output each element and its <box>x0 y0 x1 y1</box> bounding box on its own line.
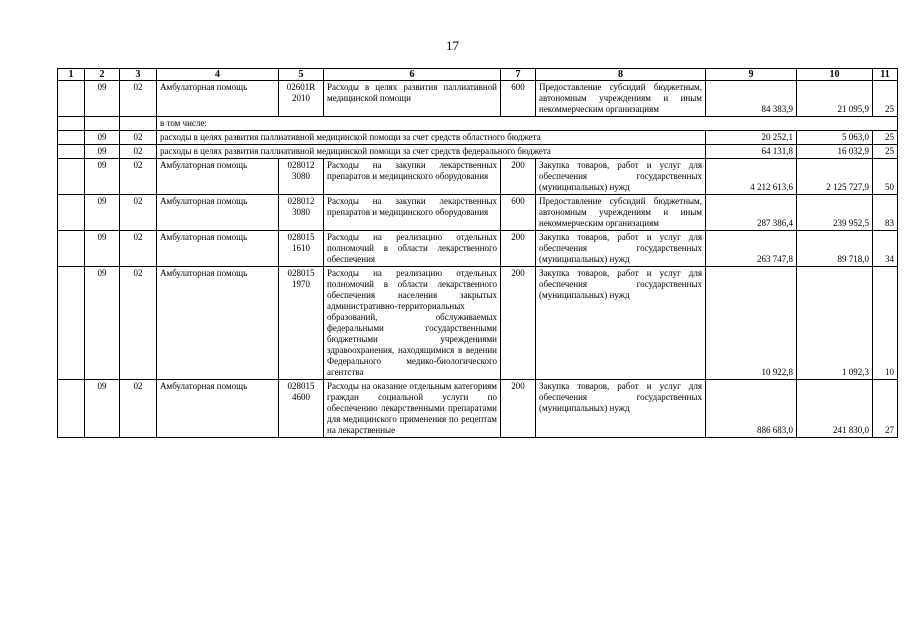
plan-amount: 886 683,0 <box>706 380 797 438</box>
plan-amount: 84 383,9 <box>706 81 797 117</box>
table-row <box>58 131 898 145</box>
expense-type-name: Закупка товаров, работ и услуг для обеспечения государственных (муниципальных) нужд <box>536 159 706 195</box>
actual-amount: 239 952,5 <box>797 195 873 231</box>
subsection-name: Амбулаторная помощь <box>157 231 279 267</box>
execution-percent: 25 <box>873 81 898 117</box>
expense-type-code: 600 <box>501 81 536 117</box>
section-code: 09 <box>85 159 120 195</box>
subsection-code: 02 <box>120 131 157 145</box>
sub-article-name: расходы в целях развития паллиативной медицинской помощи за счет средств федерального бюджета <box>157 145 706 159</box>
subsection-name: Амбулаторная помощь <box>157 195 279 231</box>
subsection-name: Амбулаторная помощь <box>157 159 279 195</box>
subsection-name: Амбулаторная помощь <box>157 81 279 117</box>
target-article: 028015 1610 <box>279 231 324 267</box>
plan-amount: 10 922,8 <box>706 267 797 380</box>
note-text: в том числе: <box>157 117 898 131</box>
table-row <box>58 195 898 231</box>
actual-amount: 21 095,9 <box>797 81 873 117</box>
table-row <box>58 380 898 438</box>
target-article: 028015 1970 <box>279 267 324 380</box>
subsection-code: 02 <box>120 81 157 117</box>
expense-type-code: 600 <box>501 195 536 231</box>
page-number: 17 <box>446 38 459 53</box>
header-cell: 6 <box>324 69 501 81</box>
execution-percent: 25 <box>873 131 898 145</box>
article-name: Расходы на реализацию отдельных полномочий в области лекарственного обеспечения <box>324 231 501 267</box>
execution-percent: 83 <box>873 195 898 231</box>
target-article: 028015 4600 <box>279 380 324 438</box>
section-code: 09 <box>85 267 120 380</box>
subsection-name: Амбулаторная помощь <box>157 380 279 438</box>
subsection-code: 02 <box>120 145 157 159</box>
section-code: 09 <box>85 231 120 267</box>
actual-amount: 16 032,9 <box>797 145 873 159</box>
target-article: 02601R 2010 <box>279 81 324 117</box>
article-name: Расходы в целях развития паллиативной медицинской помощи <box>324 81 501 117</box>
execution-percent: 27 <box>873 380 898 438</box>
expense-type-code: 200 <box>501 231 536 267</box>
actual-amount: 2 125 727,9 <box>797 159 873 195</box>
plan-amount: 287 386,4 <box>706 195 797 231</box>
expense-type-name: Закупка товаров, работ и услуг для обеспечения государственных (муниципальных) нужд <box>536 380 706 438</box>
article-name: Расходы на реализацию отдельных полномочий в области лекарственного обеспечения населения закрытых административно-территориальных образований, обслуживаемых федеральными государственными бюджетными учреждениями здравоохранения, находящимися в ведении Федерального медико-биологического агентства <box>324 267 501 380</box>
expense-type-name: Предоставление субсидий бюджетным, автономным учреждениям и иным некоммерческим организациям <box>536 81 706 117</box>
header-cell: 11 <box>873 69 898 81</box>
target-article: 028012 3080 <box>279 195 324 231</box>
plan-amount: 263 747,8 <box>706 231 797 267</box>
article-name: Расходы на оказание отдельным категориям граждан социальной услуги по обеспечению лекарственными препаратами для медицинского применения по рецептам на лекарственные <box>324 380 501 438</box>
header-cell: 8 <box>536 69 706 81</box>
header-cell: 9 <box>706 69 797 81</box>
sub-article-name: расходы в целях развития паллиативной медицинской помощи за счет средств областного бюджета <box>157 131 706 145</box>
table-row <box>58 81 898 117</box>
plan-amount: 64 131,8 <box>706 145 797 159</box>
actual-amount: 89 718,0 <box>797 231 873 267</box>
article-name: Расходы на закупки лекарственных препаратов и медицинского оборудования <box>324 195 501 231</box>
plan-amount: 20 252,1 <box>706 131 797 145</box>
table-row <box>58 145 898 159</box>
header-row <box>58 69 898 81</box>
actual-amount: 5 063,0 <box>797 131 873 145</box>
expense-type-code: 200 <box>501 380 536 438</box>
subsection-code: 02 <box>120 159 157 195</box>
table-row <box>58 231 898 267</box>
budget-table <box>57 68 898 438</box>
header-cell: 3 <box>120 69 157 81</box>
section-code: 09 <box>85 145 120 159</box>
subsection-name: Амбулаторная помощь <box>157 267 279 380</box>
section-code: 09 <box>85 195 120 231</box>
header-cell: 2 <box>85 69 120 81</box>
header-cell: 10 <box>797 69 873 81</box>
section-code: 09 <box>85 81 120 117</box>
subsection-code: 02 <box>120 267 157 380</box>
execution-percent: 10 <box>873 267 898 380</box>
expense-type-name: Предоставление субсидий бюджетным, автономным учреждениям и иным некоммерческим организациям <box>536 195 706 231</box>
header-cell: 7 <box>501 69 536 81</box>
table-row <box>58 117 898 131</box>
section-code: 09 <box>85 131 120 145</box>
header-cell: 1 <box>58 69 85 81</box>
header-cell: 4 <box>157 69 279 81</box>
actual-amount: 241 830,0 <box>797 380 873 438</box>
section-code: 09 <box>85 380 120 438</box>
expense-type-name: Закупка товаров, работ и услуг для обеспечения государственных (муниципальных) нужд <box>536 267 706 380</box>
execution-percent: 34 <box>873 231 898 267</box>
subsection-code: 02 <box>120 380 157 438</box>
subsection-code: 02 <box>120 231 157 267</box>
actual-amount: 1 092,3 <box>797 267 873 380</box>
table-row <box>58 159 898 195</box>
article-name: Расходы на закупки лекарственных препаратов и медицинского оборудования <box>324 159 501 195</box>
execution-percent: 25 <box>873 145 898 159</box>
table-row <box>58 267 898 380</box>
subsection-code: 02 <box>120 195 157 231</box>
execution-percent: 50 <box>873 159 898 195</box>
expense-type-code: 200 <box>501 159 536 195</box>
target-article: 028012 3080 <box>279 159 324 195</box>
plan-amount: 4 212 613,6 <box>706 159 797 195</box>
expense-type-name: Закупка товаров, работ и услуг для обеспечения государственных (муниципальных) нужд <box>536 231 706 267</box>
expense-type-code: 200 <box>501 267 536 380</box>
header-cell: 5 <box>279 69 324 81</box>
